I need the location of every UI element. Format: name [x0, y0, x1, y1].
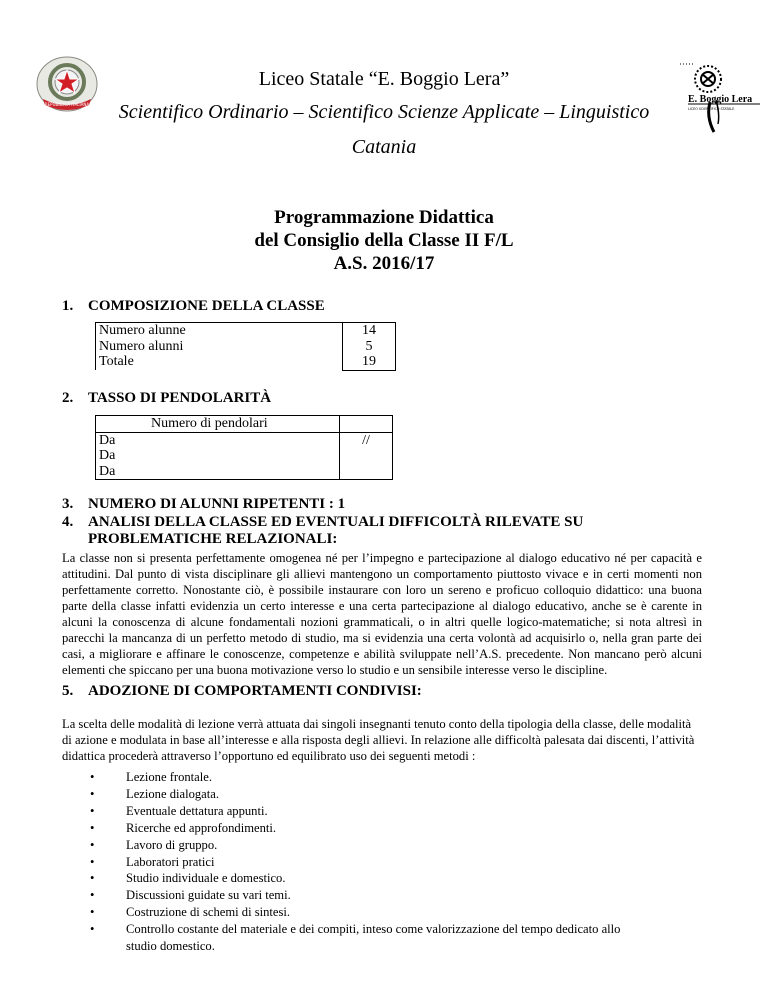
table-cell [340, 416, 393, 433]
table-cell: Da Da Da [96, 432, 340, 480]
list-item: • Ricerche ed approfondimenti. [90, 820, 277, 835]
table-row [96, 416, 393, 433]
section-5-number: 5. [62, 683, 74, 699]
school-name: Liceo Statale “E. Boggio Lera” [258, 68, 510, 90]
school-logo-subtext: LICEO SCIENTIFICO STATALE [688, 107, 735, 111]
section-3-title: NUMERO DI ALUNNI RIPETENTI : 1 [88, 496, 346, 512]
section-4-heading [62, 514, 583, 548]
section-1-title: COMPOSIZIONE DELLA CLASSE [88, 298, 325, 314]
section-2-number: 2. [62, 390, 74, 406]
school-city: Catania [351, 136, 417, 158]
school-logo-name: E. Boggio Lera [688, 94, 753, 105]
commuter-header-cell: Numero di pendolari [96, 416, 340, 433]
table-row [96, 323, 396, 371]
methods-intro-paragraph: La scelta delle modalità di lezione verrà attuata dai singoli insegnanti tenuto conto della tipologia della classe, delle modalità di azione e modulata in base all’interesse e alla risposta degli allievi. In relazione alle difficoltà palesata dai discenti, l’attività didattica procederà attraverso l’opportuno ed equilibrato uso dei seguenti metodi : [62, 717, 695, 763]
title-line-3: A.S. 2016/17 [333, 253, 435, 274]
list-item: • Lezione frontale. [90, 770, 213, 784]
section-4-title-line-1: ANALISI DELLA CLASSE ED EVENTUALI DIFFICOLTÀ RILEVATE SU [88, 514, 584, 530]
title-line-1: Programmazione Didattica [274, 207, 494, 228]
school-tracks: Scientifico Ordinario – Scientifico Scienze Applicate – Linguistico [118, 101, 650, 123]
table-cell: // [340, 432, 393, 480]
section-4-number: 4. [62, 514, 74, 530]
section-3-number: 3. [62, 496, 74, 512]
section-1-number: 1. [62, 298, 74, 314]
list-item: • Eventuale dettatura appunti. [90, 803, 268, 818]
section-4-title-line-2: PROBLEMATICHE RELAZIONALI: [88, 531, 338, 547]
commuter-rate-table [95, 415, 393, 480]
section-5-title: ADOZIONE DI COMPORTAMENTI CONDIVISI: [88, 683, 422, 699]
teaching-methods-list [90, 769, 650, 955]
section-1-heading [62, 298, 325, 315]
section-2-heading [62, 390, 271, 407]
list-item: • Studio individuale e domestico. [90, 871, 286, 886]
table-cell: 14 5 19 [343, 323, 396, 371]
list-item: • Costruzione di schemi di sintesi. [90, 905, 291, 920]
list-item: • Lezione dialogata. [90, 786, 220, 801]
list-item: • Discussioni guidate su vari temi. [90, 888, 291, 903]
class-analysis-paragraph: La classe non si presenta perfettamente omogenea né per l’impegno e partecipazione al dialogo educativo né per capacità e attitudini. Dal punto di vista disciplinare gli allievi mantengono un comportamento piuttosto vivace e in certi momenti non perfettamente corretto. Nonostante ciò, è possibile instaurare con loro un sereno e proficuo colloquio didattico: una buona parte della classe infatti evidenzia un certo interesse e una certa partecipazione al dialogo educativo, anche se è carente in alcuni la conoscenza di alcune fondamentali nozioni grammaticali, o in altri quelle logico-matematiche; si nota altresì in parecchi la mancanza di un perfetto metodo di studio, ma si evidenzia una certa volontà ad acquisirlo o, nella gran parte dei casi, a migliorare e affinare le conoscenze, competenze e abilità sviluppate nell’A.S. precedente. Non mancano però alcuni elementi che spiccano per una buona motivazione verso lo studio e un sensibile interesse verso le discipline. [62, 551, 702, 677]
section-3-heading [62, 496, 345, 513]
list-item: • Controllo costante del materiale e dei compiti, inteso come valorizzazione del tempo dedicato allo studio domestico. [90, 922, 621, 954]
emblem-ribbon-text: REPUBBLICA ITALIANA [44, 102, 90, 107]
class-composition-table [95, 322, 396, 371]
title-line-2: del Consiglio della Classe II F/L [254, 230, 514, 251]
list-item: • Laboratori pratici [90, 854, 215, 869]
section-5-heading [62, 683, 422, 700]
section-2-title: TASSO DI PENDOLARITÀ [88, 390, 272, 406]
table-cell: Numero alunne Numero alunni Totale [96, 323, 343, 371]
document-title [0, 206, 768, 275]
table-row [96, 432, 393, 480]
list-item: • Lavoro di gruppo. [90, 837, 218, 852]
